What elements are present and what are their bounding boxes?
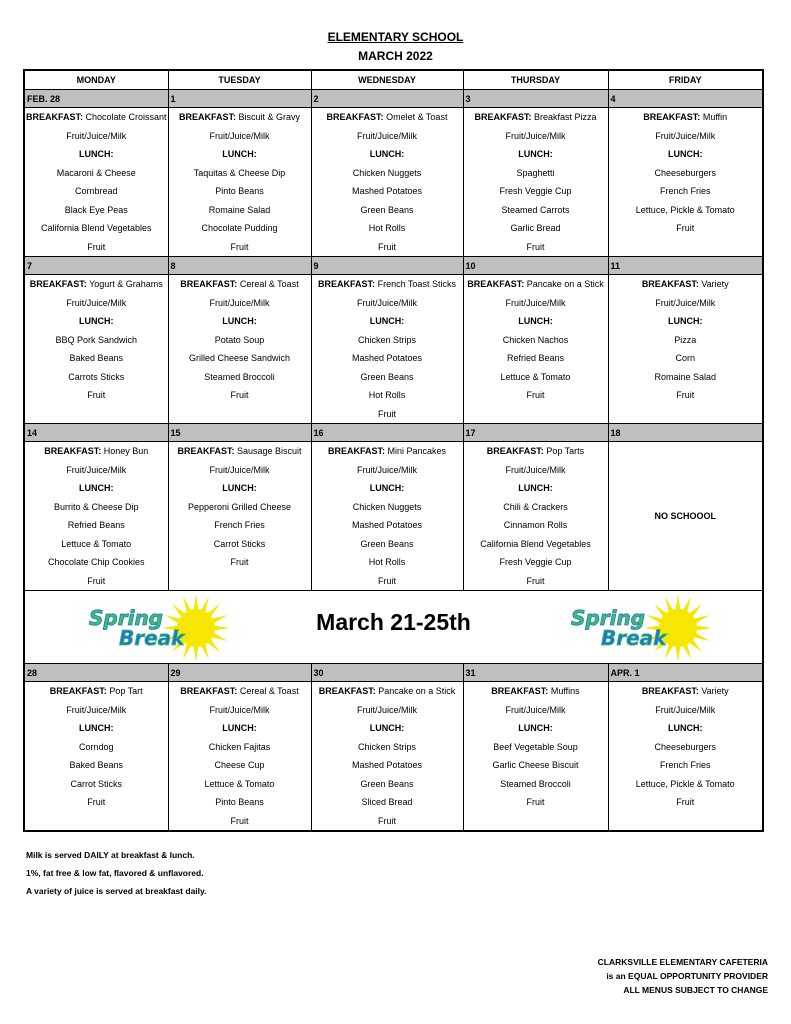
menu-item: Cinnamon Rolls xyxy=(503,520,568,530)
breakfast-line xyxy=(25,442,168,461)
menu-item: Steamed Broccoli xyxy=(204,371,275,382)
lunch-label: LUNCH: xyxy=(668,723,703,733)
menu-item: Mashed Potatoes xyxy=(351,353,423,363)
footer-cafeteria: CLARKSVILLE ELEMENTARY CAFETERIA xyxy=(597,957,768,967)
breakfast-item: Mini Pancakes xyxy=(387,446,447,456)
date-label: 2 xyxy=(311,90,463,108)
menu-item: Garlic Cheese Biscuit xyxy=(492,760,579,770)
menu-item: Fruit/Juice/Milk xyxy=(505,464,566,475)
breakfast-label: BREAKFAST: xyxy=(643,112,701,122)
breakfast-line xyxy=(169,275,311,294)
date-label: 16 xyxy=(311,424,463,442)
breakfast-label: BREAKFAST: xyxy=(326,112,384,122)
menu-row xyxy=(24,108,763,257)
breakfast-line xyxy=(25,682,168,701)
menu-item: Chicken Nuggets xyxy=(352,167,422,178)
breakfast-label: BREAKFAST: xyxy=(29,279,87,289)
breakfast-label: BREAKFAST: xyxy=(327,446,385,456)
menu-item: Cheese Cup xyxy=(214,760,265,770)
menu-cell xyxy=(24,442,168,591)
menu-item: Chocolate Pudding xyxy=(201,223,278,233)
lunch-label: LUNCH: xyxy=(79,316,114,326)
breakfast-label: BREAKFAST: xyxy=(318,686,376,696)
menu-item: Fruit xyxy=(378,408,396,419)
breakfast-item: Sausage Biscuit xyxy=(236,446,302,456)
menu-item: Chicken Nuggets xyxy=(352,501,422,512)
breakfast-label: BREAKFAST: xyxy=(486,446,544,456)
lunch-label: LUNCH: xyxy=(222,149,257,159)
menu-item: Hot Rolls xyxy=(368,223,406,233)
menu-cell xyxy=(463,108,608,257)
menu-item: Fresh Veggie Cup xyxy=(499,557,572,567)
date-row xyxy=(24,424,763,442)
menu-item: Fruit xyxy=(230,557,249,567)
break-logo-text: Break xyxy=(119,626,185,650)
menu-item: Carrot Sticks xyxy=(70,778,122,789)
footer-subject-to-change: ALL MENUS SUBJECT TO CHANGE xyxy=(623,985,768,995)
no-school-label: NO SCHOOOL xyxy=(608,442,763,591)
date-row xyxy=(24,90,763,108)
spring-break-banner xyxy=(24,591,763,664)
menu-cell xyxy=(311,275,463,424)
menu-item: Fresh Veggie Cup xyxy=(499,186,572,196)
menu-item: California Blend Vegetables xyxy=(480,538,591,549)
breakfast-item: Cereal & Toast xyxy=(239,279,299,289)
date-label: 17 xyxy=(463,424,608,442)
note-juice: A variety of juice is served at breakfast daily. xyxy=(26,886,207,896)
menu-item: Carrots Sticks xyxy=(68,371,125,382)
menu-item: Green Beans xyxy=(360,204,414,215)
date-label: APR. 1 xyxy=(608,664,763,682)
menu-item: California Blend Vegetables xyxy=(40,223,152,233)
menu-item: Fruit xyxy=(526,390,545,400)
menu-item: Fruit/Juice/Milk xyxy=(356,297,417,308)
menu-item: Corn xyxy=(675,353,695,363)
menu-item: Garlic Bread xyxy=(510,223,561,233)
breakfast-item: Variety xyxy=(701,279,729,289)
menu-item: Pepperoni Grilled Cheese xyxy=(187,501,292,512)
menu-item: Fruit xyxy=(230,241,249,252)
breakfast-label: BREAKFAST: xyxy=(641,279,699,289)
spring-logo-text: Spring xyxy=(89,606,163,630)
month-title: MARCH 2022 xyxy=(358,49,433,63)
menu-row xyxy=(24,275,763,424)
breakfast-label: BREAKFAST: xyxy=(641,686,699,696)
menu-cell xyxy=(463,442,608,591)
menu-item: Green Beans xyxy=(360,371,414,382)
menu-item: Baked Beans xyxy=(69,760,124,770)
menu-item: Fruit/Juice/Milk xyxy=(655,297,716,308)
menu-item: Spaghetti xyxy=(516,167,555,178)
breakfast-item: Muffins xyxy=(550,686,580,696)
menu-item: Fruit xyxy=(87,575,106,586)
menu-item: Chicken Nachos xyxy=(502,334,569,345)
school-title: ELEMENTARY SCHOOL xyxy=(327,30,464,44)
menu-item: Fruit/Juice/Milk xyxy=(356,464,417,475)
menu-item: Lettuce, Pickle & Tomato xyxy=(635,204,735,215)
menu-item: French Fries xyxy=(659,760,711,770)
menu-item: Carrot Sticks xyxy=(213,538,266,549)
menu-item: Corndog xyxy=(78,741,114,752)
menu-cell xyxy=(168,275,311,424)
breakfast-item: Breakfast Pizza xyxy=(534,112,597,122)
breakfast-label: BREAKFAST: xyxy=(25,112,83,122)
lunch-label: LUNCH: xyxy=(369,149,405,159)
menu-cell xyxy=(168,682,311,832)
date-label: 9 xyxy=(311,257,463,275)
breakfast-item: Chocolate Croissant xyxy=(85,112,167,122)
menu-cell xyxy=(168,108,311,257)
date-label: 11 xyxy=(608,257,763,275)
menu-cell xyxy=(311,682,463,832)
lunch-label: LUNCH: xyxy=(668,316,703,326)
menu-item: Mashed Potatoes xyxy=(351,520,423,530)
menu-item: Fruit/Juice/Milk xyxy=(66,464,127,475)
breakfast-label: BREAKFAST: xyxy=(44,446,102,456)
menu-item: Fruit xyxy=(230,390,249,400)
menu-cell xyxy=(463,682,608,832)
menu-item: Fruit/Juice/Milk xyxy=(505,297,566,308)
menu-cell xyxy=(608,682,763,832)
breakfast-line xyxy=(464,108,608,127)
menu-item: Fruit/Juice/Milk xyxy=(209,704,270,715)
menu-item: Cornbread xyxy=(74,186,118,196)
menu-cell xyxy=(24,682,168,832)
breakfast-item: Pancake on a Stick xyxy=(378,686,456,696)
menu-item: Refried Beans xyxy=(506,353,565,363)
menu-item: Fruit/Juice/Milk xyxy=(505,130,566,141)
menu-item: Fruit/Juice/Milk xyxy=(66,704,127,715)
day-header-friday: FRIDAY xyxy=(608,70,763,90)
menu-item: Taquitas & Cheese Dip xyxy=(193,167,286,178)
breakfast-label: BREAKFAST: xyxy=(178,112,236,122)
menu-item: Baked Beans xyxy=(69,353,124,363)
menu-cell xyxy=(24,108,168,257)
lunch-label: LUNCH: xyxy=(518,316,553,326)
breakfast-item: Cereal & Toast xyxy=(239,686,299,696)
breakfast-line xyxy=(464,442,608,461)
breakfast-item: Muffin xyxy=(702,112,728,122)
footer-equal-opportunity: is an EQUAL OPPORTUNITY PROVIDER xyxy=(606,971,768,981)
menu-item: Fruit/Juice/Milk xyxy=(209,464,270,475)
breakfast-label: BREAKFAST: xyxy=(467,279,525,289)
breakfast-label: BREAKFAST: xyxy=(49,686,107,696)
date-label: 3 xyxy=(463,90,608,108)
breakfast-line xyxy=(169,682,311,701)
menu-item: Chicken Strips xyxy=(357,334,417,345)
menu-item: Burrito & Cheese Dip xyxy=(53,501,139,512)
breakfast-line xyxy=(312,682,463,701)
menu-item: Beef Vegetable Soup xyxy=(493,741,578,752)
menu-item: Grilled Cheese Sandwich xyxy=(188,353,291,363)
menu-item: Chicken Strips xyxy=(357,741,417,752)
menu-item: Fruit xyxy=(378,815,396,826)
day-header-tuesday: TUESDAY xyxy=(168,70,311,90)
menu-item: Potato Soup xyxy=(214,334,265,345)
spring-break-dates: March 21-25th xyxy=(316,609,471,635)
menu-item: Lettuce & Tomato xyxy=(204,778,275,789)
note-milk: Milk is served DAILY at breakfast & lunch. xyxy=(26,850,195,860)
day-header-thursday: THURSDAY xyxy=(463,70,608,90)
note-fat: 1%, fat free & low fat, flavored & unflavored. xyxy=(26,868,204,878)
date-label: 4 xyxy=(608,90,763,108)
menu-row xyxy=(24,682,763,832)
breakfast-line xyxy=(169,108,311,127)
menu-item: Mashed Potatoes xyxy=(351,760,423,770)
menu-item: Green Beans xyxy=(360,778,414,789)
date-label: 28 xyxy=(24,664,168,682)
menu-item: Fruit xyxy=(676,223,695,233)
lunch-label: LUNCH: xyxy=(518,149,553,159)
date-label: 31 xyxy=(463,664,608,682)
menu-item: Fruit xyxy=(378,241,396,252)
lunch-label: LUNCH: xyxy=(79,149,114,159)
spring-break-row xyxy=(24,591,763,664)
menu-item: Chili & Crackers xyxy=(503,501,568,512)
menu-item: Fruit/Juice/Milk xyxy=(356,130,417,141)
menu-item: Romaine Salad xyxy=(208,204,271,215)
breakfast-line xyxy=(464,682,608,701)
menu-calendar xyxy=(23,69,764,832)
lunch-label: LUNCH: xyxy=(369,316,405,326)
date-row xyxy=(24,257,763,275)
menu-item: Fruit xyxy=(676,797,695,807)
breakfast-label: BREAKFAST: xyxy=(180,279,238,289)
menu-item: Chicken Fajitas xyxy=(208,741,271,752)
breakfast-line xyxy=(25,108,168,127)
menu-item: Pinto Beans xyxy=(215,797,264,807)
menu-item: Fruit xyxy=(87,797,106,807)
breakfast-line xyxy=(312,275,463,294)
menu-item: Sliced Bread xyxy=(361,797,413,807)
breakfast-item: Pancake on a Stick xyxy=(526,279,604,289)
menu-item: Fruit/Juice/Milk xyxy=(356,704,417,715)
menu-item: Macaroni & Cheese xyxy=(56,167,136,178)
breakfast-line xyxy=(609,108,763,127)
menu-cell xyxy=(311,108,463,257)
menu-item: Cheeseburgers xyxy=(654,741,717,752)
menu-cell xyxy=(311,442,463,591)
menu-item: Lettuce, Pickle & Tomato xyxy=(635,778,735,789)
date-label: 18 xyxy=(608,424,763,442)
breakfast-line xyxy=(25,275,168,294)
menu-item: Fruit/Juice/Milk xyxy=(66,297,127,308)
lunch-label: LUNCH: xyxy=(79,483,114,493)
menu-item: Fruit/Juice/Milk xyxy=(505,704,566,715)
menu-item: French Fries xyxy=(214,520,265,530)
menu-row xyxy=(24,442,763,591)
breakfast-item: Variety xyxy=(701,686,729,696)
spring-break-logo xyxy=(563,595,723,661)
menu-item: Fruit/Juice/Milk xyxy=(655,704,716,715)
date-label: 1 xyxy=(168,90,311,108)
lunch-label: LUNCH: xyxy=(518,723,553,733)
menu-item: Fruit/Juice/Milk xyxy=(209,297,270,308)
spring-logo-text: Spring xyxy=(571,606,645,630)
menu-item: Fruit/Juice/Milk xyxy=(209,130,270,141)
menu-item: Hot Rolls xyxy=(368,390,406,400)
breakfast-item: French Toast Sticks xyxy=(377,279,456,289)
date-label: 15 xyxy=(168,424,311,442)
menu-item: Fruit/Juice/Milk xyxy=(66,130,127,141)
menu-item: Refried Beans xyxy=(67,520,125,530)
lunch-label: LUNCH: xyxy=(369,483,405,493)
lunch-label: LUNCH: xyxy=(222,316,257,326)
date-label: FEB. 28 xyxy=(24,90,168,108)
breakfast-label: BREAKFAST: xyxy=(491,686,549,696)
breakfast-line xyxy=(312,442,463,461)
menu-item: Green Beans xyxy=(360,538,414,549)
breakfast-line xyxy=(312,108,463,127)
breakfast-item: Biscuit & Gravy xyxy=(238,112,301,122)
menu-item: Chocolate Chip Cookies xyxy=(47,557,145,567)
menu-cell xyxy=(463,275,608,424)
menu-item: Fruit xyxy=(87,241,106,252)
menu-item: Mashed Potatoes xyxy=(351,186,423,196)
breakfast-line xyxy=(169,442,311,461)
date-row xyxy=(24,664,763,682)
menu-cell xyxy=(608,108,763,257)
menu-item: Steamed Carrots xyxy=(501,204,570,215)
menu-item: Black Eye Peas xyxy=(64,204,128,215)
menu-item: Hot Rolls xyxy=(368,557,406,567)
breakfast-label: BREAKFAST: xyxy=(318,279,376,289)
sun-icon xyxy=(563,595,723,661)
lunch-label: LUNCH: xyxy=(369,723,405,733)
menu-item: Lettuce & Tomato xyxy=(500,371,571,382)
date-label: 14 xyxy=(24,424,168,442)
day-header-monday: MONDAY xyxy=(24,70,168,90)
breakfast-item: Honey Bun xyxy=(103,446,149,456)
date-label: 10 xyxy=(463,257,608,275)
date-label: 8 xyxy=(168,257,311,275)
menu-item: Fruit xyxy=(526,797,545,807)
lunch-label: LUNCH: xyxy=(222,723,257,733)
date-label: 7 xyxy=(24,257,168,275)
lunch-label: LUNCH: xyxy=(668,149,703,159)
menu-item: Fruit xyxy=(526,575,545,586)
break-logo-text: Break xyxy=(601,626,667,650)
menu-item: Steamed Broccoli xyxy=(500,778,571,789)
breakfast-item: Pop Tarts xyxy=(546,446,585,456)
day-header-wednesday: WEDNESDAY xyxy=(311,70,463,90)
menu-item: Fruit/Juice/Milk xyxy=(655,130,716,141)
breakfast-line xyxy=(609,275,763,294)
menu-cell xyxy=(24,275,168,424)
menu-item: Cheeseburgers xyxy=(654,167,717,178)
menu-item: Romaine Salad xyxy=(654,371,717,382)
lunch-label: LUNCH: xyxy=(222,483,257,493)
breakfast-item: Omelet & Toast xyxy=(386,112,448,122)
breakfast-label: BREAKFAST: xyxy=(474,112,532,122)
date-label: 30 xyxy=(311,664,463,682)
menu-item: Lettuce & Tomato xyxy=(61,538,132,549)
lunch-label: LUNCH: xyxy=(79,723,114,733)
menu-item: Pizza xyxy=(674,334,697,345)
breakfast-item: Pop Tart xyxy=(109,686,143,696)
menu-item: BBQ Pork Sandwich xyxy=(55,334,138,345)
menu-item: Fruit xyxy=(378,575,396,586)
menu-cell xyxy=(168,442,311,591)
breakfast-line xyxy=(464,275,608,294)
date-label: 29 xyxy=(168,664,311,682)
menu-item: French Fries xyxy=(659,186,711,196)
menu-item: Fruit xyxy=(87,390,106,400)
menu-item: Fruit xyxy=(230,815,249,826)
breakfast-label: BREAKFAST: xyxy=(180,686,238,696)
breakfast-item: Yogurt & Grahams xyxy=(89,279,163,289)
menu-item: Pinto Beans xyxy=(215,186,264,196)
menu-item: Fruit xyxy=(526,241,545,252)
breakfast-line xyxy=(609,682,763,701)
menu-cell xyxy=(608,275,763,424)
breakfast-label: BREAKFAST: xyxy=(177,446,235,456)
lunch-label: LUNCH: xyxy=(518,483,553,493)
menu-item: Fruit xyxy=(676,390,695,400)
